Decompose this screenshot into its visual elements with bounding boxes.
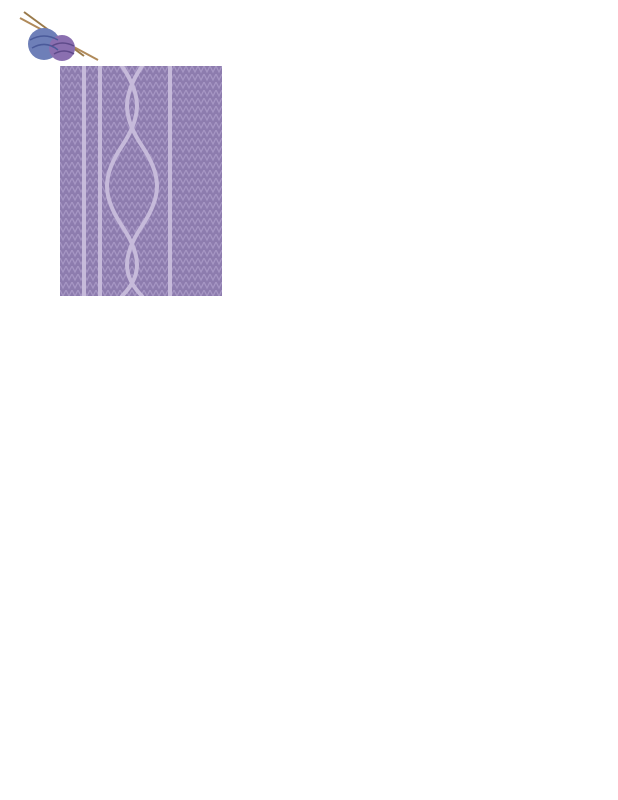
yarn-balls-needles-icon xyxy=(14,8,104,66)
knitting-chart-svg xyxy=(254,66,537,736)
knitted-cable-swatch-photo xyxy=(60,66,222,296)
knitting-chart xyxy=(254,66,537,736)
